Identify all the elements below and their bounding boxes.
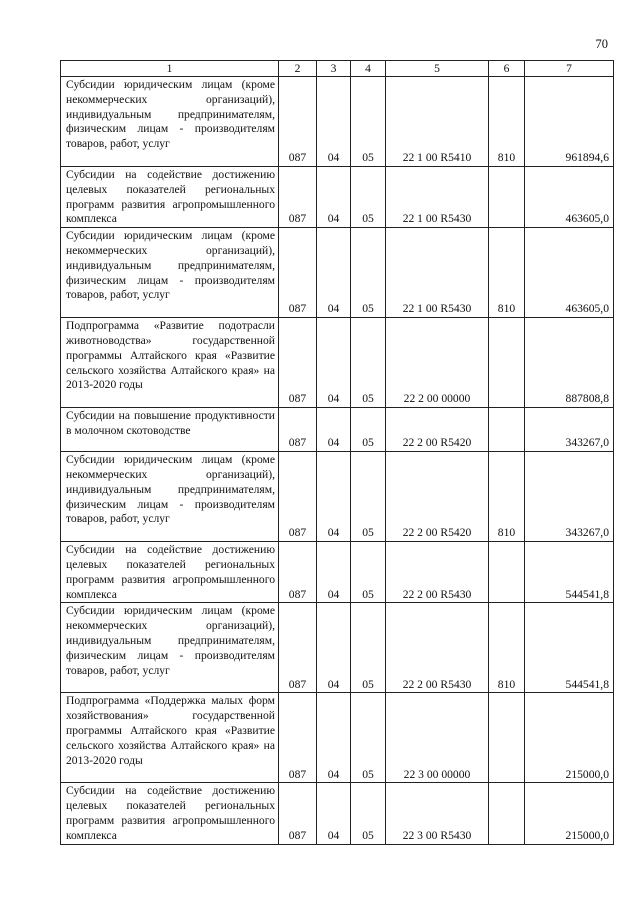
subsection-code: 05 xyxy=(351,77,386,167)
ministry-code: 087 xyxy=(279,693,317,783)
target-article-code: 22 1 00 R5430 xyxy=(386,228,489,318)
ministry-code: 087 xyxy=(279,603,317,693)
expense-type-code xyxy=(489,783,525,844)
target-article-code: 22 3 00 R5430 xyxy=(386,783,489,844)
section-code: 04 xyxy=(317,452,351,542)
expense-type-code: 810 xyxy=(489,452,525,542)
row-name: Подпрограмма «Развитие подотрасли животноводства» государственной программы Алтайского края «Развитие сельского хозяйства Алтайского края» на 2013-2020 годы xyxy=(61,318,279,408)
page-number: 70 xyxy=(595,37,608,51)
budget-table xyxy=(60,60,614,845)
subsection-code: 05 xyxy=(351,452,386,542)
table-row xyxy=(61,452,614,542)
subsection-code: 05 xyxy=(351,542,386,603)
subsection-code: 05 xyxy=(351,693,386,783)
row-name: Субсидии юридическим лицам (кроме некоммерческих организаций), индивидуальным предпринимателям, физическим лицам - производителям товаров, работ, услуг xyxy=(61,228,279,318)
subsection-code: 05 xyxy=(351,167,386,228)
table-row xyxy=(61,77,614,167)
subsection-code: 05 xyxy=(351,783,386,844)
expense-type-code xyxy=(489,167,525,228)
subsection-code: 05 xyxy=(351,603,386,693)
table-row xyxy=(61,693,614,783)
subsection-code: 05 xyxy=(351,228,386,318)
table-row xyxy=(61,603,614,693)
target-article-code: 22 2 00 00000 xyxy=(386,318,489,408)
row-name: Субсидии на повышение продуктивности в молочном скотоводстве xyxy=(61,408,279,452)
section-code: 04 xyxy=(317,603,351,693)
ministry-code: 087 xyxy=(279,318,317,408)
target-article-code: 22 2 00 R5430 xyxy=(386,603,489,693)
table-row xyxy=(61,542,614,603)
target-article-code: 22 2 00 R5420 xyxy=(386,452,489,542)
section-code: 04 xyxy=(317,167,351,228)
expense-type-code: 810 xyxy=(489,228,525,318)
section-code: 04 xyxy=(317,77,351,167)
expense-type-code: 810 xyxy=(489,77,525,167)
ministry-code: 087 xyxy=(279,408,317,452)
column-header: 6 xyxy=(489,61,525,77)
table-row xyxy=(61,408,614,452)
table-row xyxy=(61,318,614,408)
column-header: 3 xyxy=(317,61,351,77)
amount-value: 215000,0 xyxy=(525,693,614,783)
column-header: 7 xyxy=(525,61,614,77)
subsection-code: 05 xyxy=(351,318,386,408)
ministry-code: 087 xyxy=(279,542,317,603)
expense-type-code xyxy=(489,408,525,452)
table-header-row xyxy=(61,61,614,77)
table-row xyxy=(61,167,614,228)
amount-value: 463605,0 xyxy=(525,167,614,228)
section-code: 04 xyxy=(317,542,351,603)
column-header: 2 xyxy=(279,61,317,77)
amount-value: 343267,0 xyxy=(525,408,614,452)
ministry-code: 087 xyxy=(279,452,317,542)
amount-value: 463605,0 xyxy=(525,228,614,318)
target-article-code: 22 1 00 R5410 xyxy=(386,77,489,167)
amount-value: 887808,8 xyxy=(525,318,614,408)
section-code: 04 xyxy=(317,318,351,408)
target-article-code: 22 2 00 R5420 xyxy=(386,408,489,452)
ministry-code: 087 xyxy=(279,783,317,844)
column-header: 4 xyxy=(351,61,386,77)
amount-value: 343267,0 xyxy=(525,452,614,542)
row-name: Субсидии на содействие достижению целевых показателей региональных программ развития агропромышленного комплекса xyxy=(61,542,279,603)
amount-value: 215000,0 xyxy=(525,783,614,844)
ministry-code: 087 xyxy=(279,167,317,228)
section-code: 04 xyxy=(317,228,351,318)
expense-type-code xyxy=(489,318,525,408)
target-article-code: 22 1 00 R5430 xyxy=(386,167,489,228)
ministry-code: 087 xyxy=(279,77,317,167)
section-code: 04 xyxy=(317,783,351,844)
subsection-code: 05 xyxy=(351,408,386,452)
section-code: 04 xyxy=(317,693,351,783)
target-article-code: 22 2 00 R5430 xyxy=(386,542,489,603)
expense-type-code xyxy=(489,693,525,783)
row-name: Подпрограмма «Поддержка малых форм хозяйствования» государственной программы Алтайского края «Развитие сельского хозяйства Алтайского края» на 2013-2020 годы xyxy=(61,693,279,783)
row-name: Субсидии на содействие достижению целевых показателей региональных программ развития агропромышленного комплекса xyxy=(61,783,279,844)
table-body xyxy=(61,77,614,845)
row-name: Субсидии юридическим лицам (кроме некоммерческих организаций), индивидуальным предпринимателям, физическим лицам - производителям товаров, работ, услуг xyxy=(61,603,279,693)
row-name: Субсидии на содействие достижению целевых показателей региональных программ развития агропромышленного комплекса xyxy=(61,167,279,228)
ministry-code: 087 xyxy=(279,228,317,318)
expense-type-code xyxy=(489,542,525,603)
target-article-code: 22 3 00 00000 xyxy=(386,693,489,783)
amount-value: 961894,6 xyxy=(525,77,614,167)
table-row xyxy=(61,228,614,318)
row-name: Субсидии юридическим лицам (кроме некоммерческих организаций), индивидуальным предпринимателям, физическим лицам - производителям товаров, работ, услуг xyxy=(61,77,279,167)
column-header: 5 xyxy=(386,61,489,77)
section-code: 04 xyxy=(317,408,351,452)
amount-value: 544541,8 xyxy=(525,603,614,693)
table-row xyxy=(61,783,614,844)
amount-value: 544541,8 xyxy=(525,542,614,603)
expense-type-code: 810 xyxy=(489,603,525,693)
row-name: Субсидии юридическим лицам (кроме некоммерческих организаций), индивидуальным предпринимателям, физическим лицам - производителям товаров, работ, услуг xyxy=(61,452,279,542)
column-header: 1 xyxy=(61,61,279,77)
